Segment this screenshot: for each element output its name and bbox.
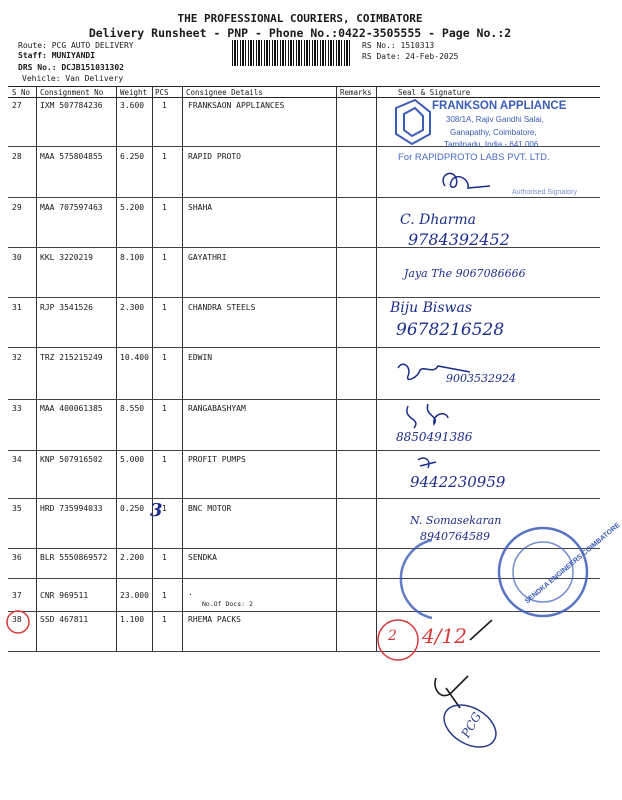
handwritten-phone: 9784392452 (408, 230, 510, 249)
rs-date: RS Date: 24-Feb-2025 (362, 52, 459, 61)
row-consignee: GAYATHRI (188, 253, 227, 262)
authorised-signatory: Authorised Signatory (512, 189, 577, 196)
row-pcs: 1 (162, 455, 167, 464)
frankson-logo-icon (396, 100, 430, 144)
header-consignee: Consignee Details (186, 88, 263, 97)
row-weight: 8.100 (120, 253, 145, 262)
row-consignment: BLR 5550869572 (40, 553, 108, 562)
handwritten-signature: N. Somasekaran (410, 514, 502, 527)
drs-label: DRS No.: DCJB151031302 (18, 63, 124, 72)
row-sno: 29 (12, 203, 22, 212)
header-remarks: Remarks (340, 88, 372, 97)
rapidproto-stamp: For RAPIDPROTO LABS PVT. LTD. (398, 152, 550, 163)
row-consignee: RHEMA PACKS (188, 615, 241, 624)
sendka-seal-icon (499, 528, 587, 616)
row-consignee: EDWIN (188, 353, 213, 362)
sendka-stamp-text: SENDKA ENGINEERS COIMBATORE (523, 521, 622, 606)
handwritten-phone: 9442230959 (410, 473, 506, 491)
row-weight: 6.250 (120, 152, 145, 161)
row-pcs: 1 (162, 504, 167, 513)
row-weight: 23.000 (120, 591, 149, 600)
row-consignee: RAPID PROTO (188, 152, 241, 161)
route-label: Route: PCG AUTO DELIVERY (18, 41, 134, 50)
row-pcs: 1 (162, 203, 167, 212)
row-sno: 33 (12, 404, 22, 413)
handwritten-phone: 8940764589 (420, 530, 490, 543)
row-weight: 5.000 (120, 455, 145, 464)
row-pcs: 1 (162, 404, 167, 413)
row-consignment: MAA 400061385 (40, 404, 103, 413)
handwritten-signature: Biju Biswas (390, 300, 473, 316)
row-weight: 2.300 (120, 303, 145, 312)
signature-rapidproto (443, 173, 490, 188)
signature-rangabashyam (407, 404, 448, 428)
row-weight: 5.200 (120, 203, 145, 212)
row-consignment: KNP 507916502 (40, 455, 103, 464)
row-sno: 36 (12, 553, 22, 562)
row-consignee: PROFIT PUMPS (188, 455, 246, 464)
row-pcs: 1 (162, 615, 167, 624)
row-sno: 35 (12, 504, 22, 513)
header-sno: S No (12, 88, 31, 97)
row-consignee: BNC MOTOR (188, 504, 232, 513)
row-sno: 37 (12, 591, 22, 600)
handwritten-date: 4/12 (422, 624, 467, 648)
handwritten-number: 3 (150, 500, 163, 521)
row-pcs: 1 (162, 152, 167, 161)
row-consignment: CNR 969511 (40, 591, 89, 600)
row-consignment: HRD 735994033 (40, 504, 103, 513)
row-sno: 32 (12, 353, 22, 362)
frankson-stamp-address: 308/1A, Rajiv Gandhi Salai, (446, 115, 544, 124)
row-pcs: 1 (162, 353, 167, 362)
row-consignee: CHANDRA STEELS (188, 303, 256, 312)
row-consignment: MAA 707597463 (40, 203, 103, 212)
row-consignee: RANGABASHYAM (188, 404, 246, 413)
row-consignee: SENDKA (188, 553, 217, 562)
row-sno: 31 (12, 303, 22, 312)
frankson-stamp-address: Ganapathy, Coimbatore, (450, 128, 537, 137)
vehicle-label: Vehicle: Van Delivery (22, 74, 124, 83)
row-pcs: 1 (162, 253, 167, 262)
sno-circle (7, 611, 29, 633)
row-consignment: IXM 507784236 (40, 101, 103, 110)
row-consignee: FRANKSAON APPLIANCES (188, 101, 285, 110)
row-pcs: 1 (162, 101, 167, 110)
red-circled-number: 2 (388, 628, 397, 644)
row-sno: 27 (12, 101, 22, 110)
row-consignment: KKL 3220219 (40, 253, 93, 262)
header-seal: Seal & Signature (398, 88, 471, 97)
handwritten-phone: 8850491386 (396, 430, 473, 444)
row-weight: 3.600 (120, 101, 145, 110)
handwritten-signature: Jaya The 9067086666 (404, 267, 526, 280)
runsheet-subtitle: Delivery Runsheet - PNP - Phone No.:0422-3505555 - Page No.:2 (88, 26, 512, 40)
row-consignment: SSD 467811 (40, 615, 89, 624)
row-consignment: RJP 3541526 (40, 303, 93, 312)
row-pcs: 1 (162, 303, 167, 312)
row-consignment: TRZ 215215249 (40, 353, 103, 362)
frankson-stamp-address: Tamilnadu, India - 641 006. (444, 140, 541, 149)
frankson-stamp-name: FRANKSON APPLIANCE (432, 100, 567, 112)
row-weight: 0.250 (120, 504, 145, 513)
row-weight: 2.200 (120, 553, 145, 562)
handwritten-phone: 9003532924 (446, 372, 516, 385)
no-of-docs: No.Of Docs: 2 (202, 600, 253, 608)
row-sno: 28 (12, 152, 22, 161)
row-weight: 8.550 (120, 404, 145, 413)
row-consignee: SHAHA (188, 203, 213, 212)
rs-number: RS No.: 1510313 (362, 41, 435, 50)
staff-label: Staff: MUNIYANDI (18, 51, 96, 60)
header-consignment: Consignment No (40, 88, 104, 97)
row-consignee: . (188, 588, 193, 597)
header-weight: Weight (120, 88, 148, 97)
row-weight: 10.400 (120, 353, 149, 362)
handwritten-phone: 9678216528 (396, 320, 505, 340)
seal-red-oval (378, 620, 418, 660)
partial-seal-icon (401, 540, 432, 618)
row-pcs: 1 (162, 591, 167, 600)
header-pcs: PCS (155, 88, 169, 97)
signature-profitpumps (418, 458, 436, 468)
row-sno: 34 (12, 455, 22, 464)
handwritten-signature: C. Dharma (400, 212, 477, 228)
row-sno: 38 (12, 615, 22, 624)
row-weight: 1.100 (120, 615, 145, 624)
row-pcs: 1 (162, 553, 167, 562)
company-title: THE PROFESSIONAL COURIERS, COIMBATORE (177, 12, 423, 25)
pcg-mark-text: PCG (458, 709, 485, 741)
row-consignment: MAA 575804855 (40, 152, 103, 161)
row-sno: 30 (12, 253, 22, 262)
